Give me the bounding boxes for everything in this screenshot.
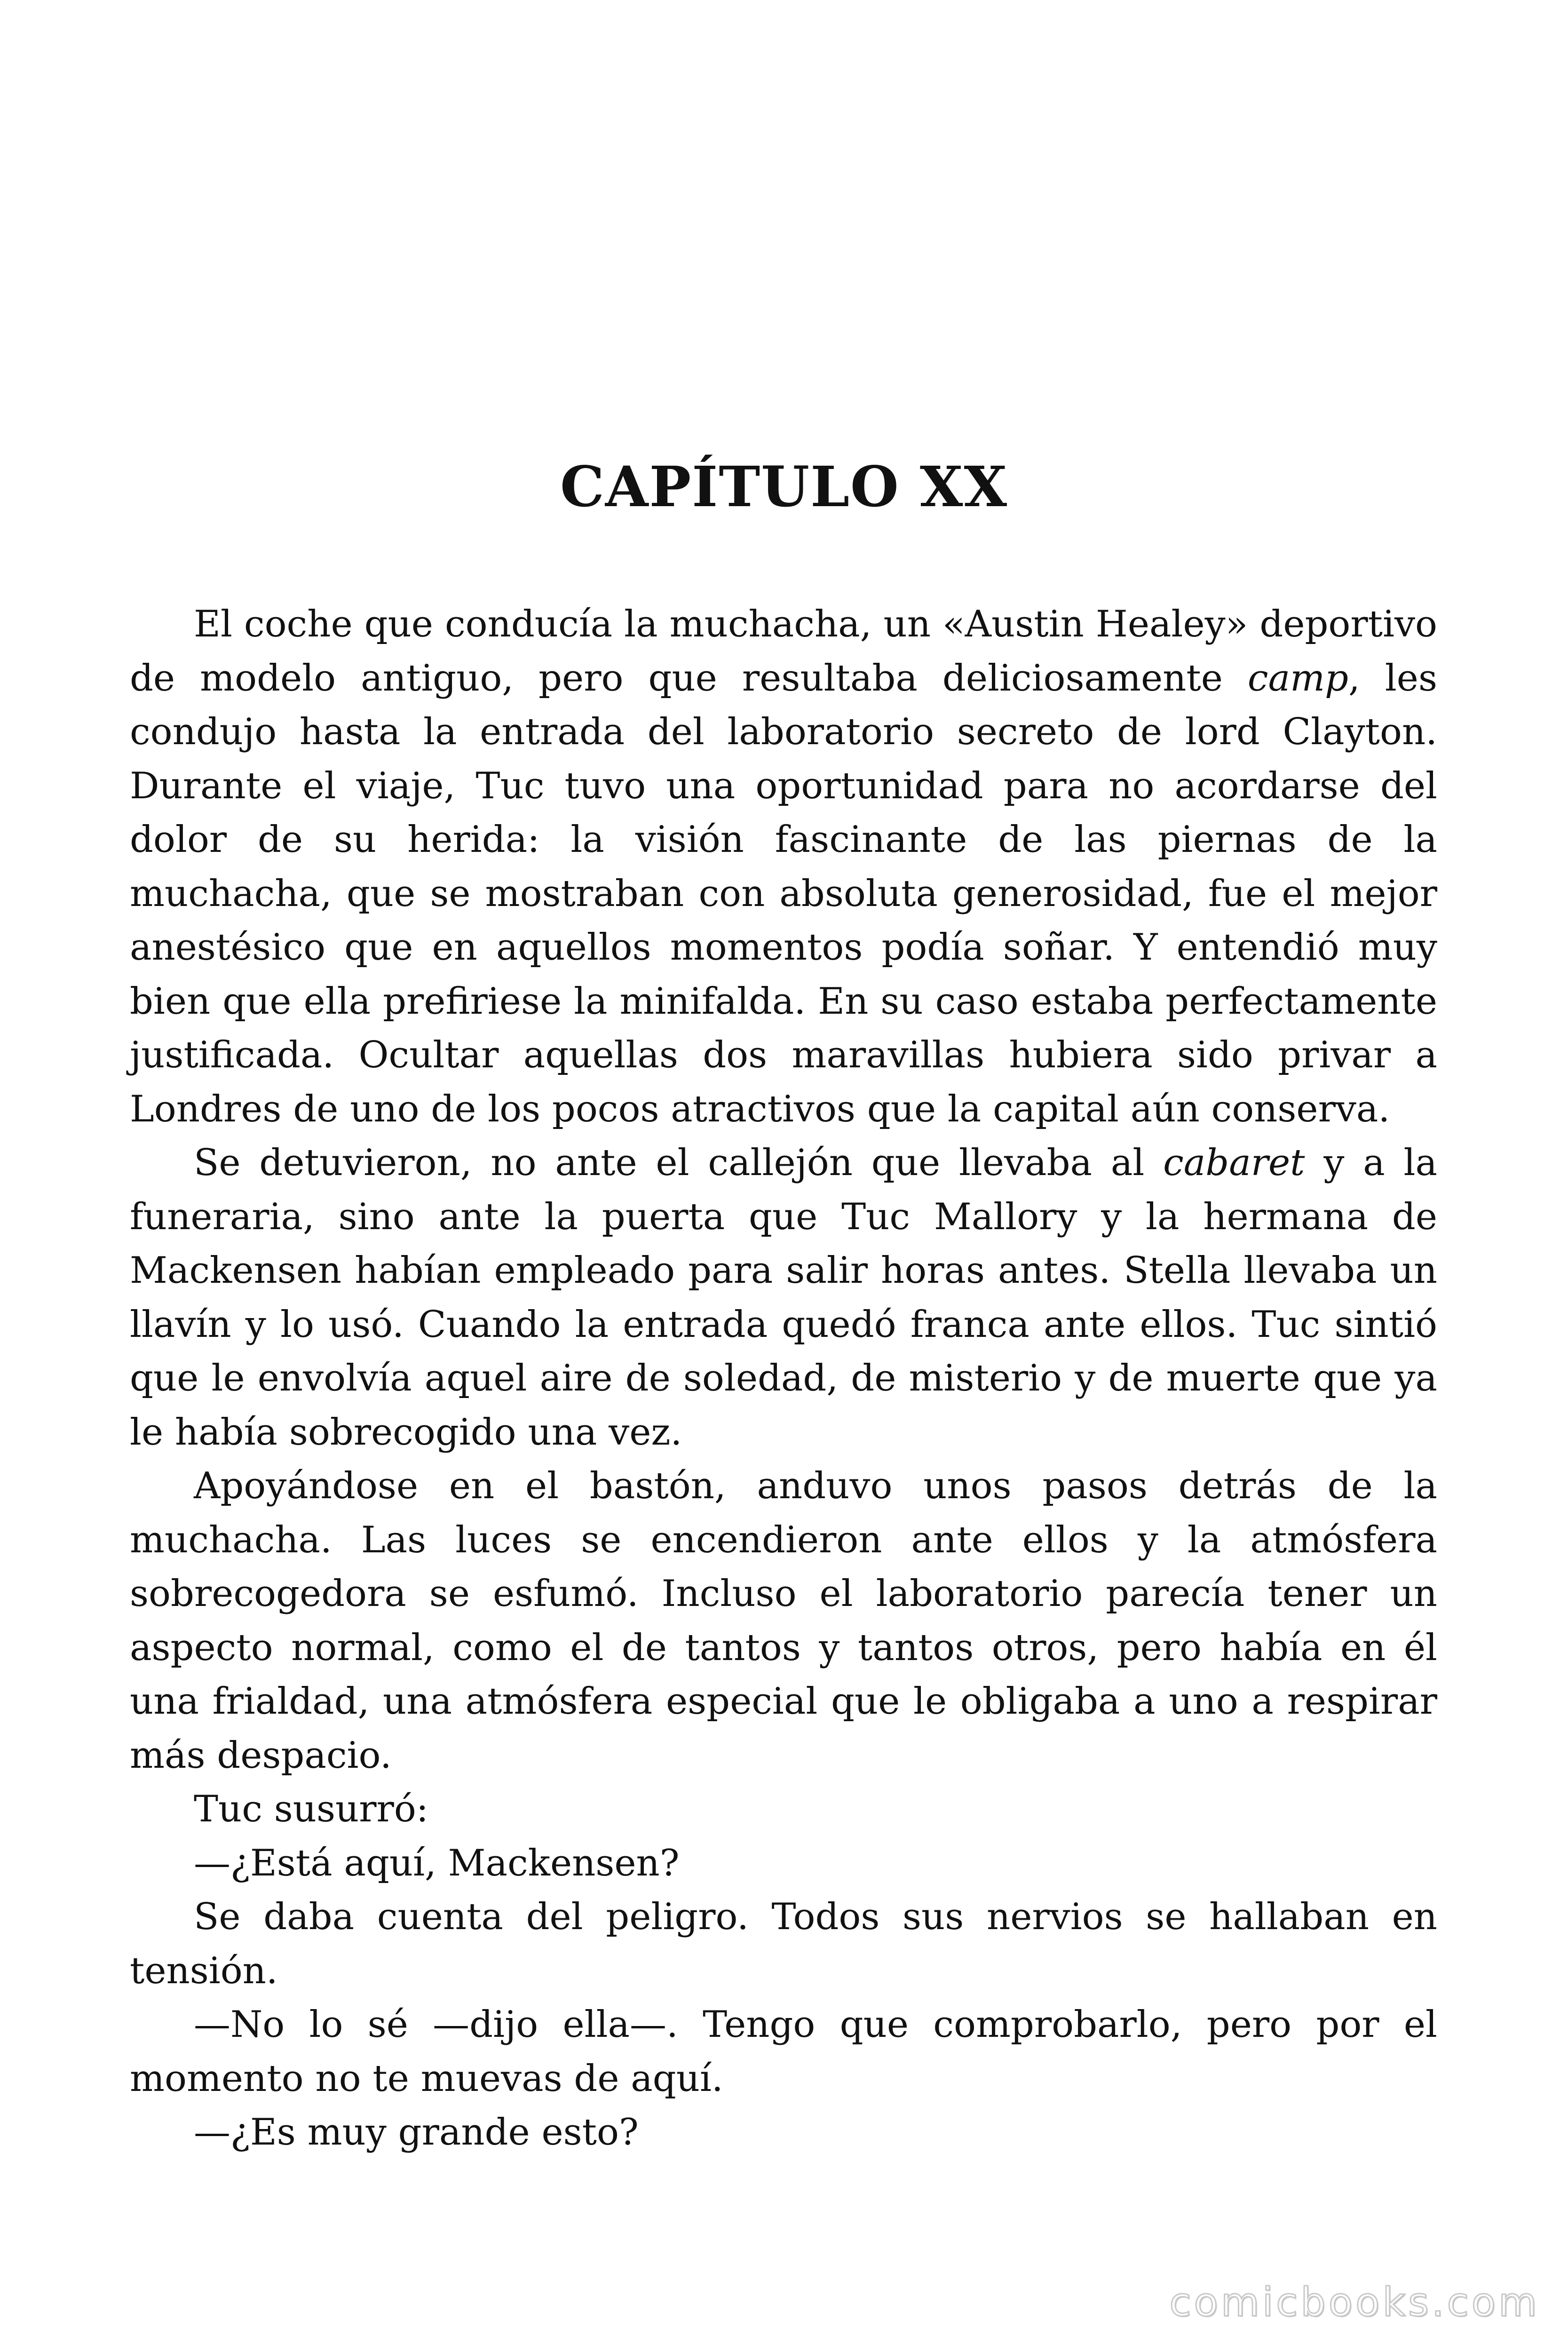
paragraph-text: Se detuvieron, no ante el callejón que llevaba al <box>194 1142 1164 1184</box>
paragraph <box>130 1459 1437 1782</box>
italic-text: camp <box>1247 657 1348 699</box>
paragraph-text: El coche que conducía la muchacha, un «Austin Healey» deportivo de modelo antiguo, pero que resultaba deliciosamente <box>130 603 1437 699</box>
paragraph-text: —¿Está aquí, Mackensen? <box>194 1842 680 1884</box>
paragraph-text: —No lo sé —dijo ella—. Tengo que comprobarlo, pero por el momento no te muevas de aquí. <box>130 2003 1437 2100</box>
watermark-text: comicbooks.com <box>1169 2279 1540 2325</box>
paragraph-text: —¿Es muy grande esto? <box>194 2111 639 2153</box>
paragraph <box>130 2106 1437 2160</box>
paragraph-text: , les condujo hasta la entrada del laboratorio secreto de lord Clayton. Durante el viaje, Tuc tuvo una oportunidad para no acordarse del dolor de su herida: la visión fascinante de las piernas de la muchacha, que se mostraban con absoluta generosidad, fue el mejor anestésico que en aquellos momentos podía soñar. Y entendió muy bien que ella prefiriese la minifalda. En su caso estaba perfectamente justificada. Ocultar aquellas dos maravillas hubiera sido privar a Londres de uno de los pocos atractivos que la capital aún conserva. <box>130 657 1437 1130</box>
paragraph-text: Se daba cuenta del peligro. Todos sus nervios se hallaban en tensión. <box>130 1896 1437 1992</box>
paragraph-text: y a la funeraria, sino ante la puerta que Tuc Mallory y la hermana de Mackensen habían empleado para salir horas antes. Stella llevaba un llavín y lo usó. Cuando la entrada quedó franca ante ellos. Tuc sintió que le envolvía aquel aire de soledad, de misterio y de muerte que ya le había sobrecogido una vez. <box>130 1142 1437 1454</box>
paragraph-text: Apoyándose en el bastón, anduvo unos pasos detrás de la muchacha. Las luces se encendieron ante ellos y la atmósfera sobrecogedora se esfumó. Incluso el laboratorio parecía tener un aspecto normal, como el de tantos y tantos otros, pero había en él una frialdad, una atmósfera especial que le obligaba a uno a respirar más despacio. <box>130 1465 1437 1777</box>
paragraph <box>130 1998 1437 2106</box>
paragraph <box>130 1836 1437 1891</box>
paragraph <box>130 1782 1437 1836</box>
paragraph-text: Tuc susurró: <box>194 1788 429 1830</box>
paragraph <box>130 597 1437 1136</box>
chapter-body <box>130 597 1437 2160</box>
chapter-title: CAPÍTULO XX <box>560 454 1008 519</box>
paragraph <box>130 1136 1437 1459</box>
italic-text: cabaret <box>1163 1142 1305 1184</box>
paragraph <box>130 1890 1437 1998</box>
